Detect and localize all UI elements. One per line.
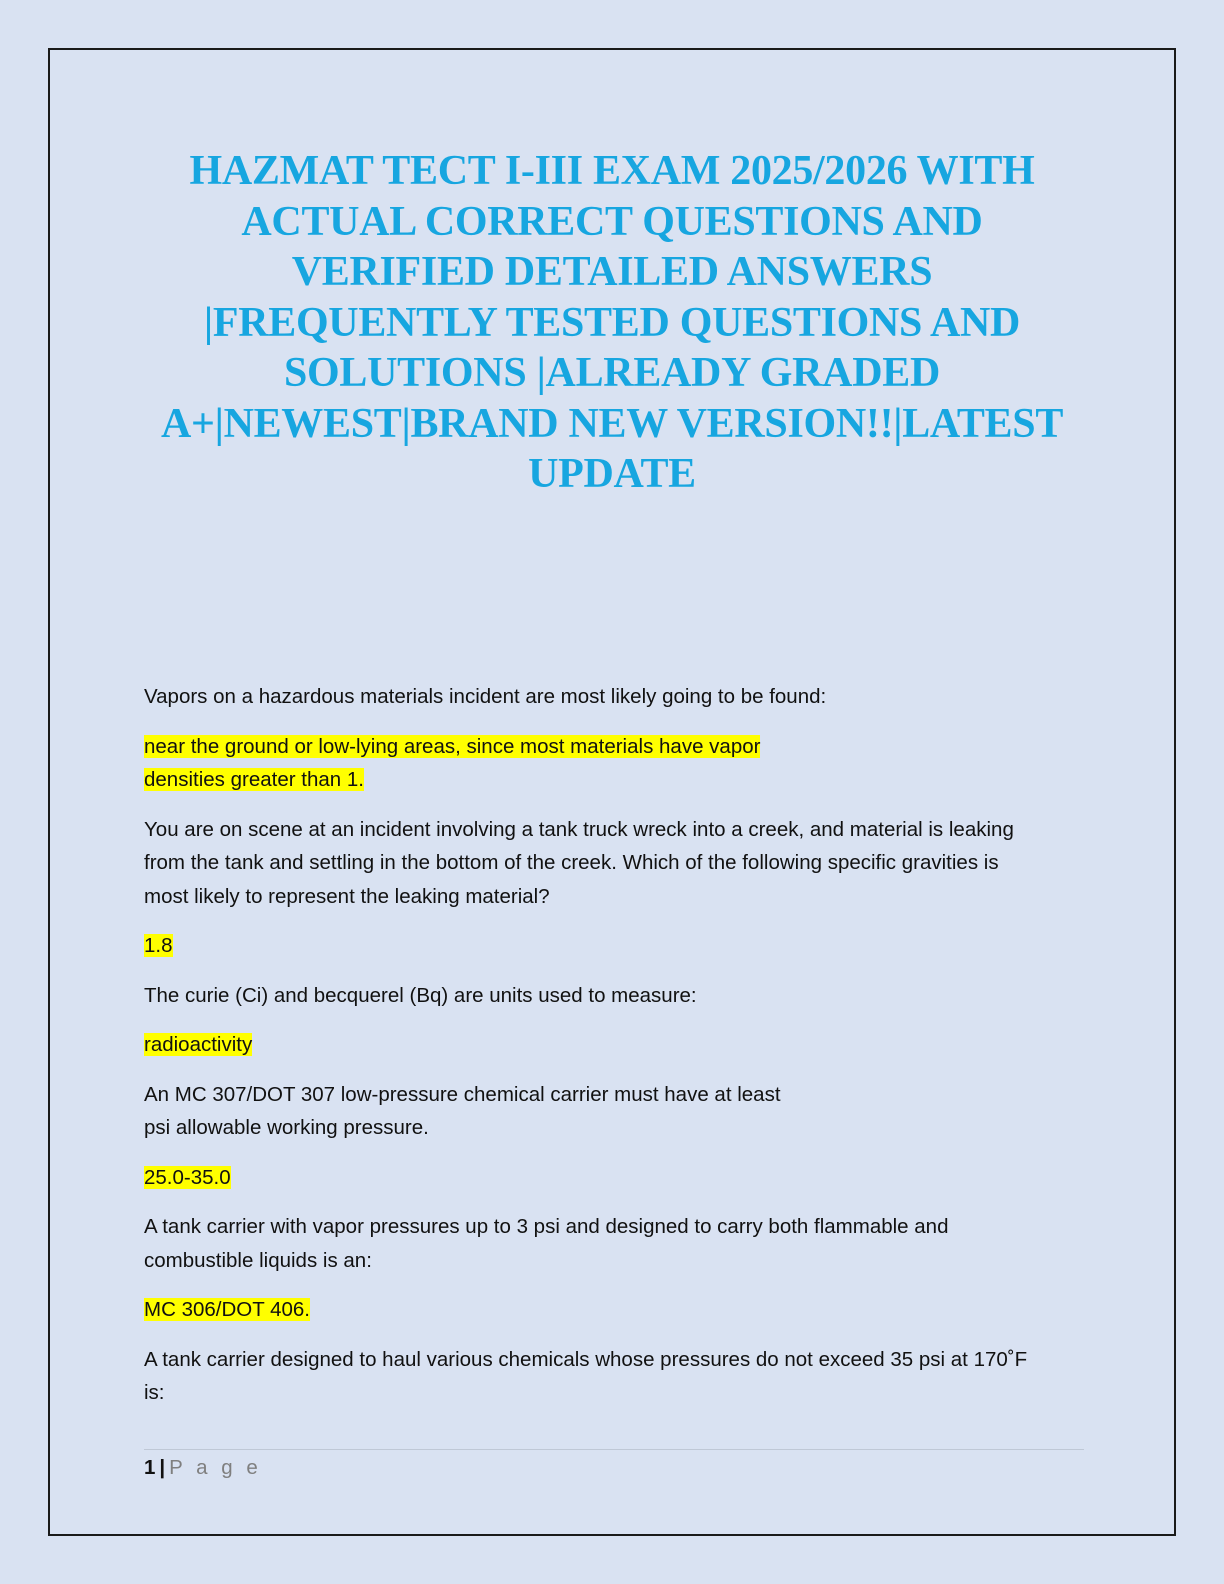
title-line: A+|NEWEST|BRAND NEW VERSION!!|LATEST <box>160 400 1064 447</box>
qa-list <box>144 680 1084 1426</box>
document-title <box>130 146 1094 500</box>
question <box>144 813 1084 914</box>
question-line: combustible liquids is an: <box>144 1248 372 1272</box>
question <box>144 979 1084 1013</box>
footer-divider <box>144 1449 1084 1450</box>
answer <box>144 730 1084 797</box>
question-line: is: <box>144 1381 165 1404</box>
question-line: A tank carrier designed to haul various chemicals whose pressures do not exceed 35 psi at 170˚F <box>144 1347 1028 1371</box>
question <box>144 1210 1084 1277</box>
title-line: ACTUAL CORRECT QUESTIONS AND <box>241 198 983 245</box>
question-line: from the tank and settling in the bottom of the creek. Which of the following specific gravities is <box>144 851 999 874</box>
footer-separator: | <box>159 1456 166 1479</box>
title-line: |FREQUENTLY TESTED QUESTIONS AND <box>203 299 1021 346</box>
page-number: 1 <box>144 1456 156 1479</box>
title-line: SOLUTIONS |ALREADY GRADED <box>284 350 940 396</box>
question-line: An MC 307/DOT 307 low-pressure chemical carrier must have at least <box>144 1082 781 1106</box>
question-line: You are on scene at an incident involving a tank truck wreck into a creek, and material is leaking <box>144 817 1014 841</box>
answer-line: near the ground or low-lying areas, since most materials have vapor <box>144 734 761 758</box>
title-line: UPDATE <box>528 451 696 497</box>
answer-line: MC 306/DOT 406. <box>144 1298 310 1321</box>
answer <box>144 1161 1084 1195</box>
question-line: A tank carrier with vapor pressures up to 3 psi and designed to carry both flammable and <box>144 1215 949 1238</box>
question-line: Vapors on a hazardous materials incident are most likely going to be found: <box>144 685 827 708</box>
answer <box>144 929 1084 963</box>
page-label: P a g e <box>169 1456 262 1479</box>
question-line: most likely to represent the leaking material? <box>144 884 550 908</box>
answer-line: radioactivity <box>144 1033 253 1056</box>
question-line: The curie (Ci) and becquerel (Bq) are units used to measure: <box>144 983 697 1007</box>
question <box>144 1343 1084 1410</box>
question-line: psi allowable working pressure. <box>144 1116 429 1139</box>
answer-line: densities greater than 1. <box>144 768 364 791</box>
answer <box>144 1028 1084 1062</box>
question <box>144 680 1084 714</box>
page-footer <box>144 1455 262 1481</box>
title-line: HAZMAT TECT I-III EXAM 2025/2026 WITH <box>189 148 1035 194</box>
title-line: VERIFIED DETAILED ANSWERS <box>291 249 933 295</box>
answer-line: 25.0-35.0 <box>144 1165 231 1189</box>
answer <box>144 1293 1084 1327</box>
question <box>144 1078 1084 1145</box>
answer-line: 1.8 <box>144 934 173 957</box>
